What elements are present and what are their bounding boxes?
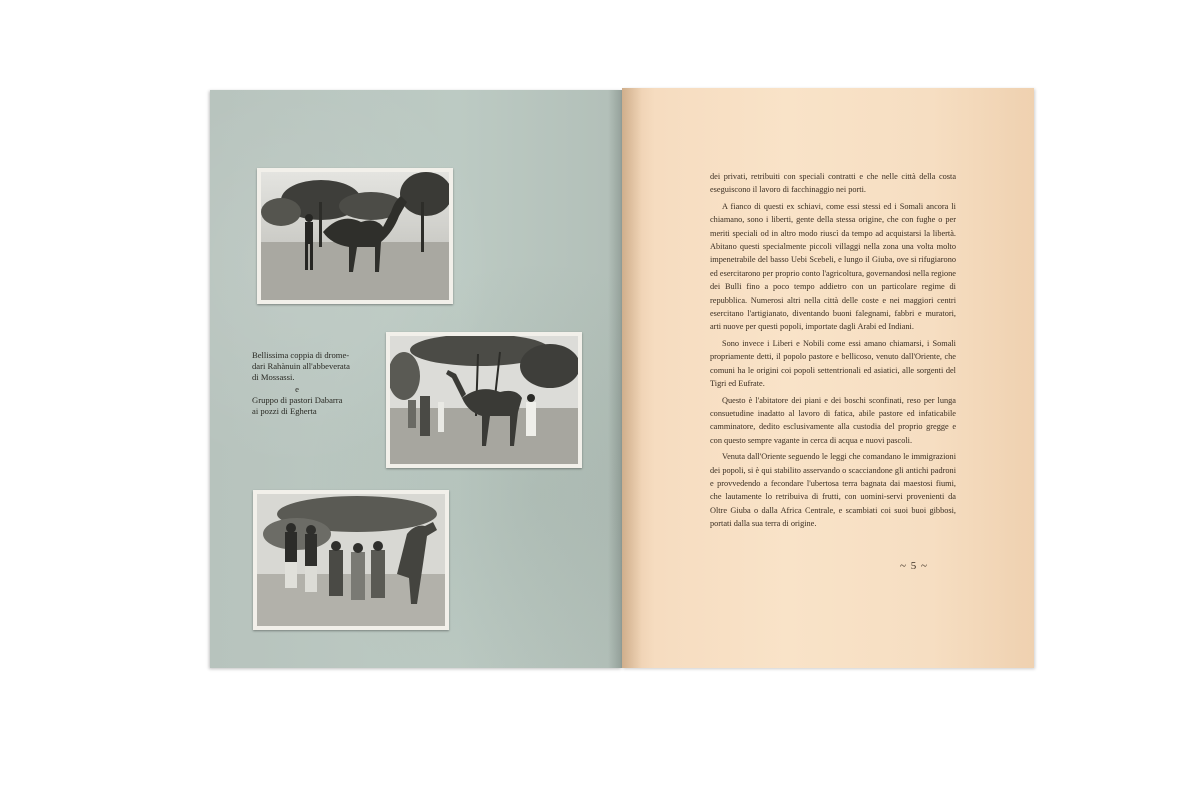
paragraph-3: Sono invece i Liberi e Nobili come essi amano chiamarsi, i Somali propriamente detti, il popolo pastore e bellicoso, venuto dall'Oriente, che comuni ha le origini coi popoli settentrionali ed asiatici, alle sorgenti del Tigri ed Eufrate. [710, 338, 956, 389]
camels-photo-image [390, 336, 578, 464]
body-text [710, 170, 956, 534]
photo-camel-with-herder [257, 168, 453, 304]
page-number: ~ 5 ~ [900, 560, 928, 572]
caption-joiner: e [295, 383, 299, 394]
paragraph-5: Venuta dall'Oriente seguendo le leggi che comandano le immigrazioni dei popoli, si è qui stabilito asservando o scacciandone gli antichi padroni e provvedendo a fecondare l'ubertosa terra bagnata dai maestosi fiumi, che lautamente lo retribuiva di frutti, con uomini-servi provenienti da Oltre Giuba o dalla Africa Centrale, e scambiati coi suoi buoi gibbosi, portati dalla sua terra di origine. [710, 452, 956, 529]
paragraph-1: dei privati, retribuiti con speciali contratti e che nelle città della costa eseguiscono il lavoro di facchinaggio nei porti. [710, 172, 956, 195]
caption-line-2: dari Rahànuin all'abbeverata [252, 361, 350, 372]
caption-line-5: ai pozzi di Egherta [252, 406, 317, 417]
paragraph-2: A fianco di questi ex schiavi, come essi stessi ed i Somali ancora li chiamano, sono i liberti, gente della stessa origine, che con fughe o per meriti speciali od in altro modo riuscì da tempo ad acquistarsi la libertà. Abitano questi specialmente piccoli villaggi nella zona una volta molto impenetrabile del basso Uebi Scebeli, e lungo il Giuba, ove si rifugiarono ed esercitarono per proprio conto l'agricoltura, governandosi nella regione dei Bulli fino a poco tempo addietro con un particolare regime di repubblica. Numerosi altri nella città delle coste e nei maggiori centri esercitano l'artigianato, diventando buoni falegnami, fabbri e muratori, arti nuove per questi popoli, importate dagli Arabi ed Indiani. [710, 201, 956, 332]
herders-photo-image [257, 494, 445, 626]
caption-line-4: Gruppo di pastori Dabarra [252, 394, 343, 405]
photo-camels-under-acacia [386, 332, 582, 468]
caption-line-1: Bellissima coppia di drome- [252, 350, 350, 360]
photo-caption [252, 350, 382, 417]
photo-group-of-herders [253, 490, 449, 630]
caption-line-3: di Mossassi. [252, 372, 295, 383]
camel-photo-image [261, 172, 449, 300]
paragraph-4: Questo è l'abitatore dei piani e dei boschi sconfinati, reso per lunga consuetudine inadatto al lavoro di fatica, abile pastore ed infaticabile camminatore, dedito esclusivamente alla custodia del proprio gregge e con questo sempre vagante in cerca di acqua e nuovi pascoli. [710, 395, 956, 445]
